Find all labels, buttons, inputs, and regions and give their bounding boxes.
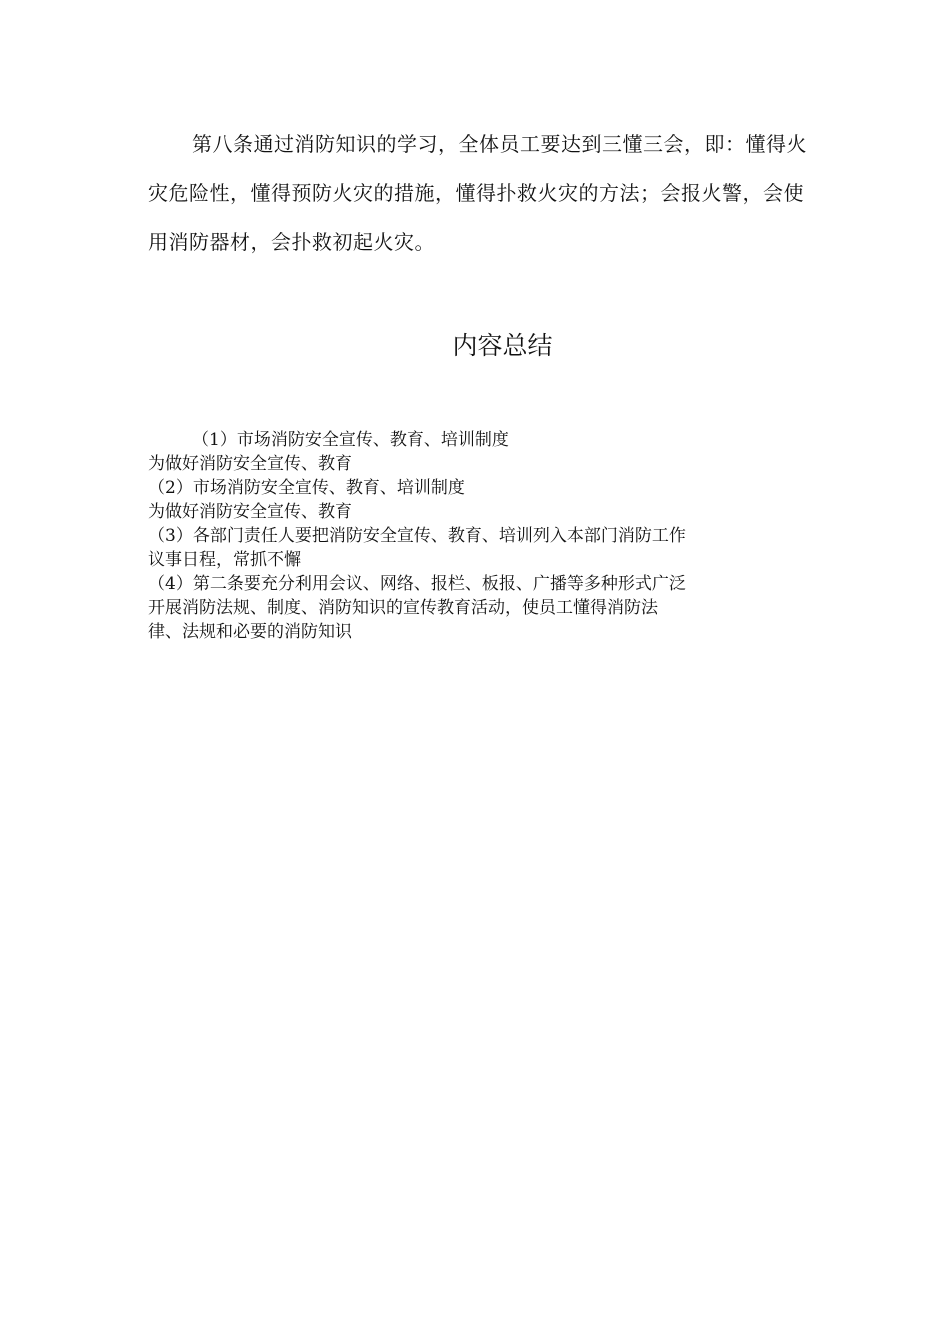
summary-title: 内容总结 (452, 331, 553, 360)
summary-line: 为做好消防安全宣传、教育 (148, 454, 352, 474)
summary-line: （1）市场消防安全宣传、教育、培训制度 (192, 430, 509, 450)
summary-line: 议事日程，常抓不懈 (148, 550, 301, 570)
summary-line: 律、法规和必要的消防知识 (148, 622, 352, 642)
summary-body (148, 428, 808, 644)
summary-line: （2）市场消防安全宣传、教育、培训制度 (148, 478, 465, 498)
summary-line: 为做好消防安全宣传、教育 (148, 502, 352, 522)
article-text: 第八条通过消防知识的学习，全体员工要达到三懂三会，即：懂得火灾危险性，懂得预防火灾的措施，懂得扑救火灾的方法；会报火警，会使用消防器材，会扑救初起火灾。 (148, 132, 807, 254)
article-paragraph (148, 120, 808, 267)
summary-line: （3）各部门责任人要把消防安全宣传、教育、培训列入本部门消防工作 (148, 526, 686, 546)
summary-line: 开展消防法规、制度、消防知识的宣传教育活动，使员工懂得消防法 (148, 598, 658, 618)
summary-line: （4）第二条要充分利用会议、网络、报栏、板报、广播等多种形式广泛 (148, 574, 686, 594)
